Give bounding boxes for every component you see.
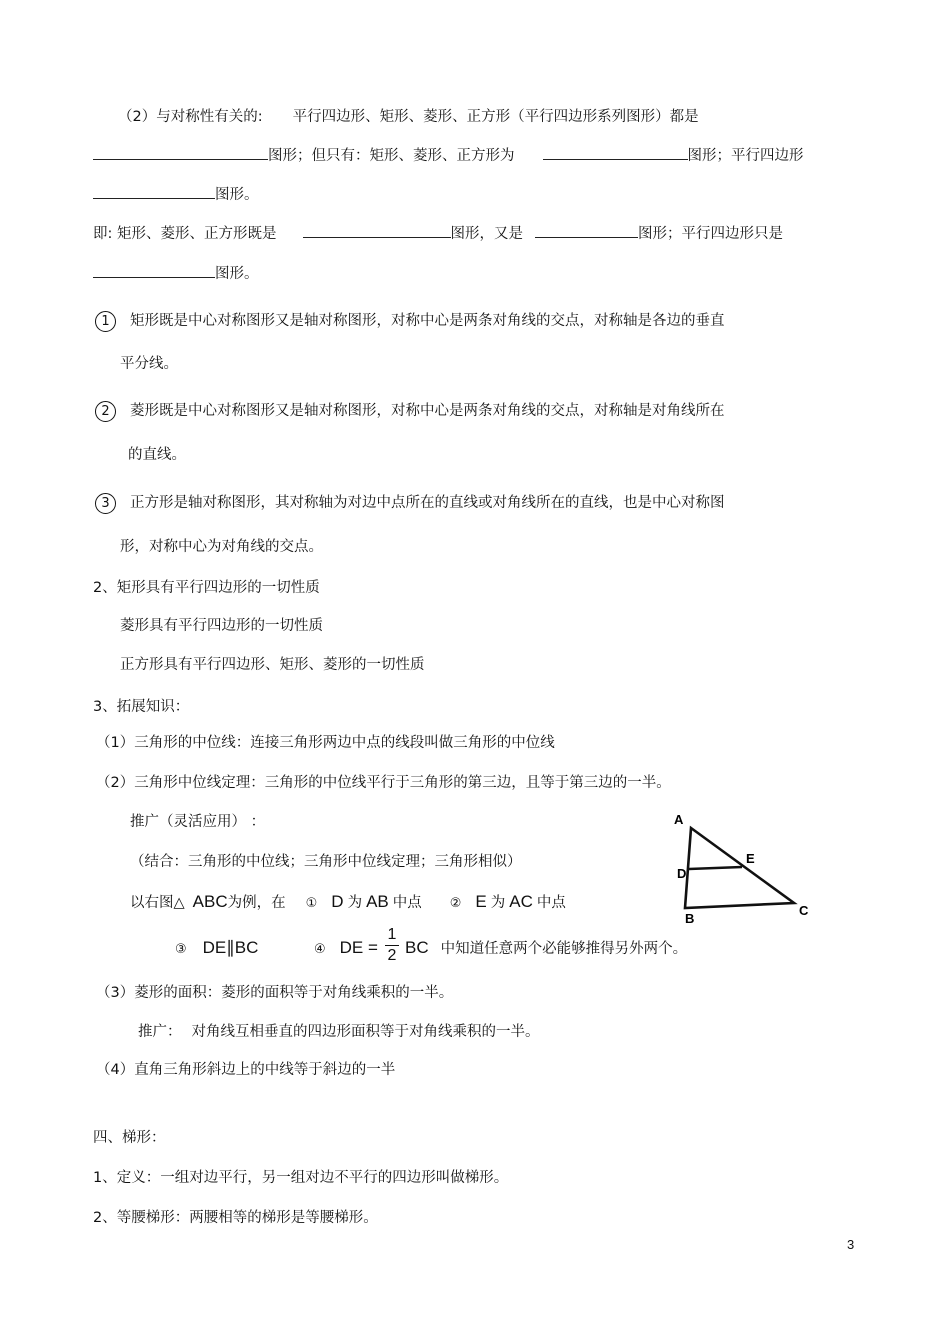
sym-line-3 bbox=[93, 184, 259, 205]
label-abc: ABC bbox=[192, 892, 228, 911]
item-1-line-2: 平分线。 bbox=[120, 356, 178, 372]
circled-3: ③ bbox=[175, 942, 187, 957]
item-3-line-1: 正方形是轴对称图形，其对称轴为对边中点所在的直线或对角线所在的直线，也是中心对称图 bbox=[130, 495, 725, 511]
extend-rhombus-area: （3）菱形的面积：菱形的面积等于对角线乘积的一半。 bbox=[96, 985, 454, 1001]
properties-rhombus: 菱形具有平行四边形的一切性质 bbox=[120, 618, 323, 634]
fraction-numerator: 1 bbox=[387, 926, 397, 943]
sym-line-5-text: 图形。 bbox=[215, 266, 259, 282]
item-1-line-1: 矩形既是中心对称图形又是轴对称图形，对称中心是两条对角线的交点，对称轴是各边的垂直 bbox=[130, 313, 725, 329]
sym-line-3-text: 图形。 bbox=[215, 187, 259, 203]
conclusion-text: 中知道任意两个必能够推得另外两个。 bbox=[440, 941, 688, 957]
sym-line-2 bbox=[93, 145, 804, 166]
text-zhongdian-2: 中点 bbox=[536, 895, 566, 911]
example-prefix: 以右图△ bbox=[130, 895, 185, 911]
circled-number-3: 3 bbox=[95, 493, 116, 514]
sym-line-4-text-c: 图形；平行四边形只是 bbox=[638, 226, 783, 242]
text-wei-2: 为 bbox=[490, 895, 506, 911]
extend-rhombus-tuiguang bbox=[138, 1022, 540, 1042]
sym-line-4 bbox=[93, 223, 783, 244]
formula-de-parallel-bc: DE∥BC bbox=[202, 938, 259, 957]
fill-blank[interactable] bbox=[93, 263, 215, 278]
condition-4 bbox=[314, 938, 378, 960]
midline-de bbox=[689, 867, 742, 869]
label-e: E bbox=[475, 892, 487, 911]
item-2-line-1: 菱形既是中心对称图形又是轴对称图形，对称中心是两条对角线的交点，对称轴是对角线所在 bbox=[130, 403, 725, 419]
example-line bbox=[130, 892, 566, 914]
sym-line-4-text-b: 图形，又是 bbox=[450, 226, 523, 242]
sym-line-1 bbox=[118, 107, 699, 127]
properties-heading: 2、矩形具有平行四边形的一切性质 bbox=[93, 580, 320, 596]
point-e-label: E bbox=[746, 851, 755, 866]
trapezoid-isosceles: 2、等腰梯形：两腰相等的梯形是等腰梯形。 bbox=[93, 1210, 378, 1226]
item-3-line-2: 形，对称中心为对角线的交点。 bbox=[120, 539, 323, 555]
circled-4: ④ bbox=[314, 942, 326, 957]
fraction-bar bbox=[385, 945, 399, 946]
vertex-a-label: A bbox=[674, 812, 684, 827]
triangle-figure bbox=[660, 805, 820, 930]
fraction-denominator: 2 bbox=[387, 947, 397, 964]
circled-number-1: 1 bbox=[95, 311, 116, 332]
label-ac: AC bbox=[509, 892, 533, 911]
page-number: 3 bbox=[847, 1237, 855, 1252]
condition-3 bbox=[175, 938, 258, 960]
condition-tail bbox=[405, 938, 687, 959]
label-d: D bbox=[331, 892, 344, 911]
sym-line-1-prefix: （2）与对称性有关的: bbox=[118, 109, 263, 125]
sym-line-2-text-b: 图形；平行四边形 bbox=[687, 148, 804, 164]
sym-line-5 bbox=[93, 263, 259, 284]
fill-blank[interactable] bbox=[93, 145, 268, 160]
fill-blank[interactable] bbox=[93, 184, 215, 199]
extend-heading: 3、拓展知识： bbox=[93, 699, 190, 715]
circled-1: ① bbox=[305, 896, 318, 911]
label-bc: BC bbox=[405, 938, 429, 957]
sym-line-4-prefix: 即: 矩形、菱形、正方形既是 bbox=[93, 226, 277, 242]
text-zhongdian-1: 中点 bbox=[392, 895, 422, 911]
extend-right-triangle: （4）直角三角形斜边上的中线等于斜边的一半 bbox=[96, 1062, 396, 1078]
fill-blank[interactable] bbox=[535, 223, 638, 238]
vertex-c-label: C bbox=[799, 903, 809, 918]
extend-midline-theorem: （2）三角形中位线定理：三角形的中位线平行于三角形的第三边，且等于第三边的一半。 bbox=[96, 775, 671, 791]
trapezoid-definition: 1、定义：一组对边平行，另一组对边不平行的四边形叫做梯形。 bbox=[93, 1170, 509, 1186]
extend-tuiguang: 推广（灵活应用） ： bbox=[130, 814, 266, 830]
vertex-b-label: B bbox=[685, 911, 695, 926]
text-wei-1: 为 bbox=[347, 895, 363, 911]
formula-de-equals: DE = bbox=[339, 938, 378, 957]
point-d-label: D bbox=[677, 866, 687, 881]
properties-square: 正方形具有平行四边形、矩形、菱形的一切性质 bbox=[120, 657, 425, 673]
fill-blank[interactable] bbox=[303, 223, 451, 238]
fraction-one-half bbox=[385, 926, 399, 965]
circled-2: ② bbox=[449, 896, 462, 911]
sym-line-2-text-a: 图形；但只有：矩形、菱形、正方形为 bbox=[268, 148, 515, 164]
example-mid: 为例，在 bbox=[227, 895, 286, 911]
tuiguang-text: 对角线互相垂直的四边形面积等于对角线乘积的一半。 bbox=[191, 1024, 540, 1040]
tuiguang-label: 推广： bbox=[138, 1024, 182, 1040]
circled-number-2: 2 bbox=[95, 401, 116, 422]
extend-midline-definition: （1）三角形的中位线：连接三角形两边中点的线段叫做三角形的中位线 bbox=[96, 735, 555, 751]
extend-combine: （结合：三角形的中位线；三角形中位线定理；三角形相似） bbox=[130, 854, 522, 870]
fill-blank[interactable] bbox=[543, 145, 688, 160]
sym-line-1-text: 平行四边形、矩形、菱形、正方形（平行四边形系列图形）都是 bbox=[292, 109, 699, 125]
item-2-line-2: 的直线。 bbox=[128, 447, 186, 463]
trapezoid-heading: 四、梯形： bbox=[93, 1130, 166, 1146]
label-ab: AB bbox=[366, 892, 389, 911]
